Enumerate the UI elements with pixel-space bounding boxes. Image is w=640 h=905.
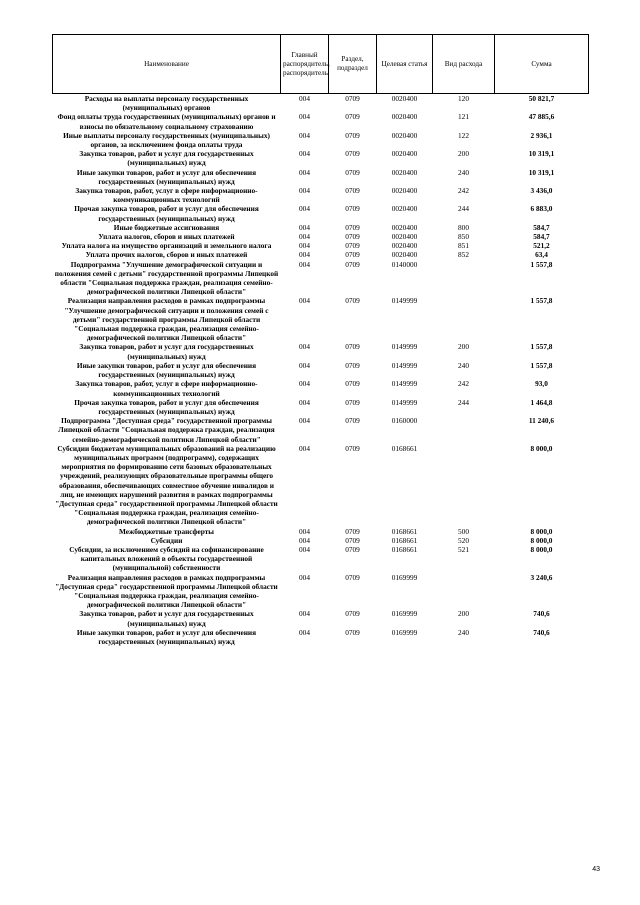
cell-expense-type: 850: [458, 232, 469, 242]
table-row: [53, 444, 589, 527]
cell-expense-type: 242: [458, 186, 469, 196]
cell-expense-type: 240: [458, 360, 469, 370]
cell-sum: 1 557,8: [530, 360, 553, 370]
cell-section: 0709: [345, 443, 360, 453]
cell-sum: 11 240,6: [528, 416, 555, 426]
cell-admin: 004: [299, 627, 310, 637]
cell-expense-type: [433, 444, 495, 527]
table-row: [53, 545, 589, 573]
cell-expense-type: 120: [458, 94, 469, 103]
cell-sum: 1 557,8: [530, 296, 553, 306]
cell-target: 0020400: [391, 186, 418, 196]
table-row: [53, 112, 589, 130]
cell-target: 0149999: [391, 397, 418, 407]
cell-target: 0168661: [391, 535, 418, 545]
table-row: [53, 250, 589, 259]
cell-sum: 1 464,8: [530, 397, 553, 407]
table-row: [53, 536, 589, 545]
table-row: [53, 527, 589, 536]
cell-sum: 3 240,6: [530, 572, 553, 582]
cell-admin: 004: [299, 379, 310, 389]
cell-expense-type: 122: [458, 130, 469, 140]
cell-sum: 8 000,0: [530, 544, 553, 554]
cell-admin: 004: [299, 296, 310, 306]
cell-admin: 004: [299, 130, 310, 140]
cell-target: 0149999: [391, 296, 418, 306]
cell-sum: 6 883,0: [530, 204, 553, 214]
table-row: [53, 609, 589, 627]
cell-admin: 004: [299, 204, 310, 214]
cell-name: Подпрограмма "Улучшение демографической ситуации и положения семей с детьми" государственной программы Липецкой области "Социальная поддержка граждан, реализация семейно-демографической политики Липецкой области": [54, 259, 279, 297]
cell-name: Реализация направления расходов в рамках подпрограммы "Доступная среда" государственной программы Липецкой области "Социальная поддержка граждан, реализация семейно-демографической политики Липецкой области": [55, 572, 278, 610]
cell-expense-type: 240: [458, 627, 469, 637]
cell-target: 0140000: [391, 259, 418, 269]
cell-expense-type: [433, 573, 495, 610]
cell-section: 0709: [345, 416, 360, 426]
cell-expense-type: 200: [458, 609, 469, 619]
cell-sum: 1 557,8: [530, 259, 553, 269]
cell-section: 0709: [345, 379, 360, 389]
cell-target: 0168661: [391, 544, 418, 554]
cell-admin: 004: [299, 94, 310, 103]
cell-section: 0709: [345, 222, 360, 232]
cell-section: 0709: [345, 204, 360, 214]
cell-section: 0709: [345, 130, 360, 140]
cell-section: 0709: [345, 296, 360, 306]
table-row: [53, 131, 589, 149]
cell-sum: 63,4: [535, 250, 548, 260]
budget-table: [52, 34, 589, 646]
cell-sum: 10 319,1: [528, 167, 555, 177]
cell-expense-type: 852: [458, 250, 469, 260]
cell-section: 0709: [345, 397, 360, 407]
cell-expense-type: 200: [458, 342, 469, 352]
cell-name: Прочая закупка товаров, работ и услуг для обеспечения государственных (муниципальных) нужд: [74, 397, 259, 416]
cell-expense-type: [433, 260, 495, 297]
cell-sum: 47 885,6: [528, 112, 555, 122]
cell-admin: 004: [299, 572, 310, 582]
cell-expense-type: 521: [458, 544, 469, 554]
cell-sum: 3 436,0: [530, 186, 553, 196]
table-row: [53, 168, 589, 186]
header-name: Наименование: [53, 35, 281, 94]
cell-name: Реализация направления расходов в рамках подпрограммы "Улучшение демографической ситуации и положения семей с детьми" государственной программы Липецкой области "Социальная поддержка граждан, реализация семейно-демографической политики Липецкой области": [64, 296, 269, 343]
cell-admin: 004: [299, 259, 310, 269]
cell-name: Иные бюджетные ассигнования: [113, 222, 220, 232]
cell-target: 0020400: [391, 204, 418, 214]
cell-name: Иные закупки товаров, работ и услуг для обеспечения государственных (муниципальных) нужд: [76, 360, 257, 380]
cell-admin: 004: [299, 526, 310, 536]
cell-target: 0020400: [391, 232, 418, 242]
cell-section: 0709: [345, 259, 360, 269]
cell-target: 0149999: [391, 360, 418, 370]
table-row: [53, 342, 589, 360]
cell-name: Уплата налогов, сборов и иных платежей: [98, 232, 235, 242]
cell-section: 0709: [345, 232, 360, 242]
table-row: [53, 204, 589, 222]
cell-sum: 93,0: [535, 379, 548, 389]
cell-admin: 004: [299, 535, 310, 545]
cell-sum: 8 000,0: [530, 443, 553, 453]
table-row: [53, 260, 589, 297]
table-row: [53, 223, 589, 232]
cell-admin: 004: [299, 609, 310, 619]
cell-admin: 004: [299, 241, 310, 251]
cell-section: 0709: [345, 186, 360, 196]
page-number: 43: [592, 866, 600, 873]
cell-expense-type: 200: [458, 149, 469, 159]
cell-target: 0020400: [391, 94, 418, 103]
cell-expense-type: 242: [458, 379, 469, 389]
cell-section: 0709: [345, 627, 360, 637]
cell-admin: 004: [299, 250, 310, 260]
cell-admin: 004: [299, 360, 310, 370]
table-row: [53, 628, 589, 646]
table-row: [53, 573, 589, 610]
table-row: [53, 379, 589, 397]
header-sum: Сумма: [495, 35, 589, 94]
cell-sum: 2 936,1: [530, 130, 553, 140]
table-row: [53, 149, 589, 167]
cell-name: Иные закупки товаров, работ и услуг для обеспечения государственных (муниципальных) нужд: [76, 167, 257, 186]
cell-section: 0709: [345, 609, 360, 619]
cell-section: 0709: [345, 535, 360, 545]
cell-target: 0020400: [391, 149, 418, 159]
cell-sum: 10 319,1: [528, 149, 555, 159]
cell-name: Уплата налога на имущество организаций и земельного налога: [61, 241, 272, 251]
cell-admin: 004: [299, 167, 310, 177]
cell-expense-type: 240: [458, 167, 469, 177]
cell-target: 0020400: [391, 241, 418, 251]
cell-sum: 1 557,8: [530, 342, 553, 352]
cell-admin: 004: [299, 186, 310, 196]
cell-target: 0020400: [391, 112, 418, 122]
table-row: [53, 94, 589, 113]
cell-sum: 584,7: [533, 232, 550, 242]
cell-target: 0169999: [391, 609, 418, 619]
table-row: [53, 398, 589, 416]
cell-target: 0020400: [391, 167, 418, 177]
cell-section: 0709: [345, 94, 360, 103]
cell-expense-type: 244: [458, 204, 469, 214]
cell-name: Субсидии бюджетам муниципальных образований на реализацию муниципальных программ (подпрограмм), содержащих мероприятия по формированию сети базовых образовательных учреждений, реализующих образовательные программы общего образования, обеспечивающих совместное обучение инвалидов и лиц, не имеющих нарушений развития в рамках подпрограммы "Доступная среда" государственной программы Липецкой области "Социальная поддержка граждан, реализация семейно-демографической политики Липецкой области": [55, 443, 278, 527]
cell-section: 0709: [345, 167, 360, 177]
cell-name: Субсидии: [150, 535, 183, 545]
cell-expense-type: 500: [458, 526, 469, 536]
cell-admin: 004: [299, 544, 310, 554]
cell-section: 0709: [345, 241, 360, 251]
cell-target: 0160000: [391, 416, 418, 426]
table-row: [53, 416, 589, 444]
cell-section: 0709: [345, 526, 360, 536]
cell-admin: 004: [299, 232, 310, 242]
cell-expense-type: [433, 296, 495, 342]
cell-admin: 004: [299, 149, 310, 159]
cell-admin: 004: [299, 397, 310, 407]
cell-expense-type: 800: [458, 222, 469, 232]
cell-name: Субсидии, за исключением субсидий на софинансирование капитальных вложений в объекты государственной (муниципальной) собственности: [69, 544, 264, 573]
cell-target: 0020400: [391, 222, 418, 232]
cell-target: 0169999: [391, 627, 418, 637]
table-row: [53, 186, 589, 204]
cell-name: Закупка товаров, работ и услуг для государственных (муниципальных) нужд: [79, 342, 254, 361]
cell-expense-type: 851: [458, 241, 469, 251]
header-admin: Главный распорядитель, распорядитель: [281, 35, 329, 94]
cell-admin: 004: [299, 443, 310, 453]
cell-name: Прочая закупка товаров, работ и услуг для обеспечения государственных (муниципальных) нужд: [74, 204, 259, 223]
cell-name: Закупка товаров, работ, услуг в сфере информационно-коммуникационных технологий: [75, 379, 258, 398]
cell-target: 0168661: [391, 526, 418, 536]
cell-expense-type: 520: [458, 535, 469, 545]
cell-target: 0169999: [391, 572, 418, 582]
cell-section: 0709: [345, 360, 360, 370]
cell-name: Подпрограмма "Доступная среда" государственной программы Липецкой области "Социальная поддержка граждан, реализация семейно-демографической политики Липецкой области": [58, 416, 275, 444]
table-row: [53, 232, 589, 241]
table-row: [53, 296, 589, 342]
header-expense-type: Вид расхода: [433, 35, 495, 94]
cell-name: Иные закупки товаров, работ и услуг для обеспечения государственных (муниципальных) нужд: [76, 627, 257, 646]
header-section: Раздел, подраздел: [329, 35, 377, 94]
cell-section: 0709: [345, 342, 360, 352]
cell-target: 0168661: [391, 443, 418, 453]
cell-sum: 584,7: [533, 222, 550, 232]
cell-target: 0020400: [391, 250, 418, 260]
cell-admin: 004: [299, 416, 310, 426]
table-header-row: [53, 35, 589, 94]
table-row: [53, 241, 589, 250]
cell-sum: 8 000,0: [530, 526, 553, 536]
cell-target: 0020400: [391, 130, 418, 140]
cell-name: Фонд оплаты труда государственных (муниципальных) органов и взносы по обязательному социальному страхованию: [57, 112, 276, 131]
cell-admin: 004: [299, 112, 310, 122]
cell-expense-type: [433, 416, 495, 444]
cell-name: Иные выплаты персоналу государственных (муниципальных) органов, за исключением фонда оплаты труда: [63, 130, 270, 150]
cell-sum: 740,6: [533, 627, 550, 637]
cell-sum: 8 000,0: [530, 535, 553, 545]
cell-name: Закупка товаров, работ, услуг в сфере информационно-коммуникационных технологий: [75, 186, 258, 205]
cell-section: 0709: [345, 572, 360, 582]
cell-name: Закупка товаров, работ и услуг для государственных (муниципальных) нужд: [79, 149, 254, 168]
cell-name: Межбюджетные трансферты: [119, 526, 214, 536]
cell-section: 0709: [345, 544, 360, 554]
cell-name: Уплата прочих налогов, сборов и иных платежей: [85, 250, 248, 260]
cell-sum: 521,2: [533, 241, 550, 251]
cell-target: 0149999: [391, 342, 418, 352]
cell-name: Закупка товаров, работ и услуг для государственных (муниципальных) нужд: [79, 609, 254, 628]
cell-expense-type: 121: [458, 112, 469, 122]
cell-sum: 740,6: [533, 609, 550, 619]
cell-target: 0149999: [391, 379, 418, 389]
table-row: [53, 361, 589, 379]
header-target: Целевая статья: [377, 35, 433, 94]
cell-expense-type: 244: [458, 397, 469, 407]
cell-admin: 004: [299, 342, 310, 352]
cell-admin: 004: [299, 222, 310, 232]
cell-section: 0709: [345, 149, 360, 159]
cell-name: Расходы на выплаты персоналу государственных (муниципальных) органов: [84, 94, 249, 113]
cell-section: 0709: [345, 112, 360, 122]
cell-sum: 50 821,7: [528, 94, 555, 103]
cell-section: 0709: [345, 250, 360, 260]
